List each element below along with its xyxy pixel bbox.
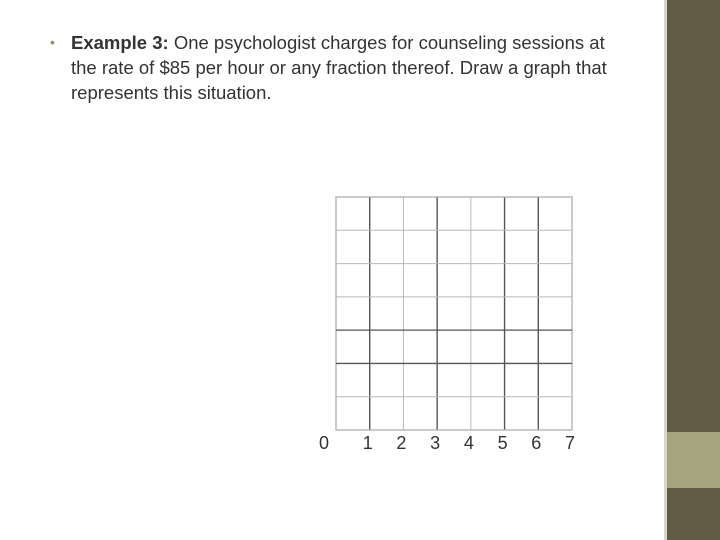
x-tick-label: 2 — [396, 433, 407, 453]
problem-statement: One psychologist charges for counseling sessions at the rate of $85 per hour or any fraction thereof. Draw a graph that represents this situation. — [71, 32, 607, 103]
x-tick-label: 3 — [430, 433, 441, 453]
x-tick-label: 6 — [531, 433, 542, 453]
bullet-text — [71, 30, 626, 105]
sidebar-accent-block — [667, 432, 720, 488]
x-tick-label: 4 — [463, 433, 474, 453]
example-label: Example 3: — [71, 32, 169, 53]
x-tick-label: 0 — [318, 433, 330, 453]
x-tick-label: 1 — [362, 433, 373, 453]
bullet-dot-icon: • — [50, 34, 55, 50]
x-tick-label: 7 — [564, 433, 576, 453]
grid-border — [336, 197, 572, 430]
x-tick-label: 5 — [497, 433, 508, 453]
graph-grid — [310, 186, 578, 456]
